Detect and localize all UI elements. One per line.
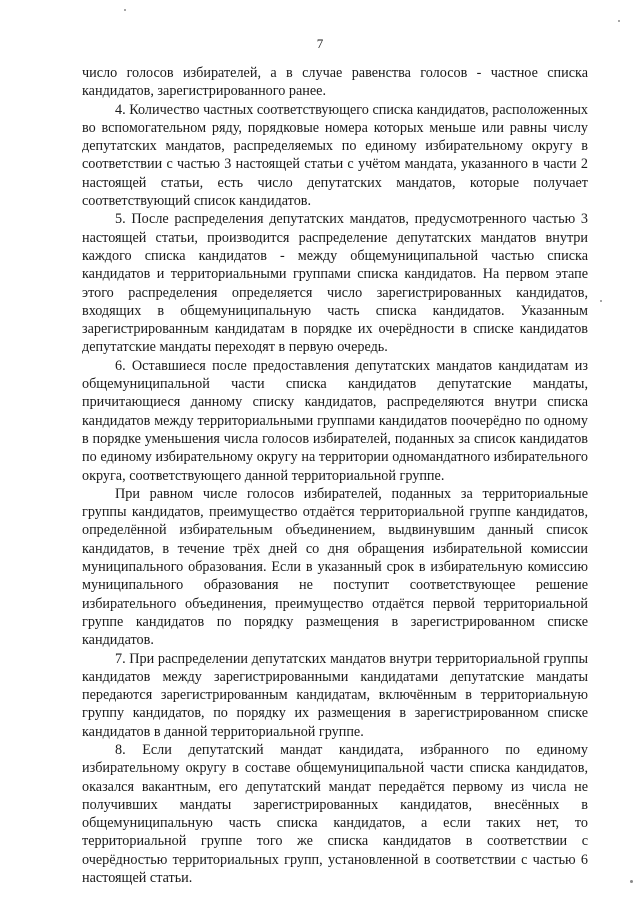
page-number: 7: [316, 36, 324, 51]
scan-speck: [630, 880, 633, 883]
paragraph-item-6: 6. Оставшиеся после предоставления депутатских мандатов кандидатам из общемуниципальной части списка кандидатов депутатские мандаты, причитающиеся данному списку кандидатов, распределяются внутри списка кандидатов между территориальными группами кандидатов поочерёдно по одному в порядке уменьшения числа голосов избирателей, поданных за список кандидатов по единому избирательному округу на территории одномандатного избирательного округа, соответствующего данной территориальной группе.: [82, 357, 588, 484]
paragraph-item-8: 8. Если депутатский мандат кандидата, избранного по единому избирательному округу в составе общемуниципальной части списка кандидатов, оказался вакантным, его депутатский мандат передаётся первому из числа не получивших мандаты зарегистрированных кандидатов, внесённых в общемуниципальную часть списка кандидатов, а если таких нет, то территориальной группе того же списка кандидатов в соответствии с очерёдностью территориальных групп, установленной в соответствии с частью 6 настоящей статьи.: [82, 741, 588, 887]
paragraph-item-6-equal-votes: При равном числе голосов избирателей, поданных за территориальные группы кандидатов, преимущество отдаётся территориальной группе кандидатов, определённой избирательным объединением, выдвинувшим данный список кандидатов, в течение трёх дней со дня обращения избирательной комиссии муниципального образования. Если в указанный срок в избирательную комиссию муниципального образования не поступит соответствующее решение избирательного объединения, преимущество отдаётся первой территориальной группе кандидатов по порядку размещения в зарегистрированном списке кандидатов.: [82, 485, 588, 649]
scan-speck: [124, 9, 126, 11]
paragraph-item-4: 4. Количество частных соответствующего списка кандидатов, расположенных во вспомогательном ряду, порядковые номера которых меньше или равны числу депутатских мандатов, распределяемых по единому избирательному округу в соответствии с частью 3 настоящей статьи с учётом мандата, указанного в части 2 настоящей статьи, есть число депутатских мандатов, которые получает соответствующий список кандидатов.: [82, 101, 588, 210]
document-body: [82, 64, 588, 887]
scan-speck: [618, 20, 620, 22]
paragraph-item-7: 7. При распределении депутатских мандатов внутри территориальной группы кандидатов между зарегистрированными кандидатами депутатские мандаты передаются зарегистрированным кандидатам, включённым в территориальную группу кандидатов, по порядку их размещения в зарегистрированном списке кандидатов в данной территориальной группе.: [82, 650, 588, 740]
paragraph-continuation: число голосов избирателей, а в случае равенства голосов - частное списка кандидатов, зарегистрированного ранее.: [82, 65, 588, 100]
paragraph-item-5: 5. После распределения депутатских мандатов, предусмотренного частью 3 настоящей статьи, производится распределение депутатских мандатов внутри каждого списка кандидатов - между общемуниципальной частью списка кандидатов и территориальными группами списка кандидатов. На первом этапе этого распределения определяется число зарегистрированных кандидатов, входящих в общемуниципальную часть списка кандидатов. Указанным зарегистрированным кандидатам в порядке их очерёдности в списке кандидатов депутатские мандаты переходят в первую очередь.: [82, 211, 588, 356]
scan-speck: [600, 300, 602, 302]
